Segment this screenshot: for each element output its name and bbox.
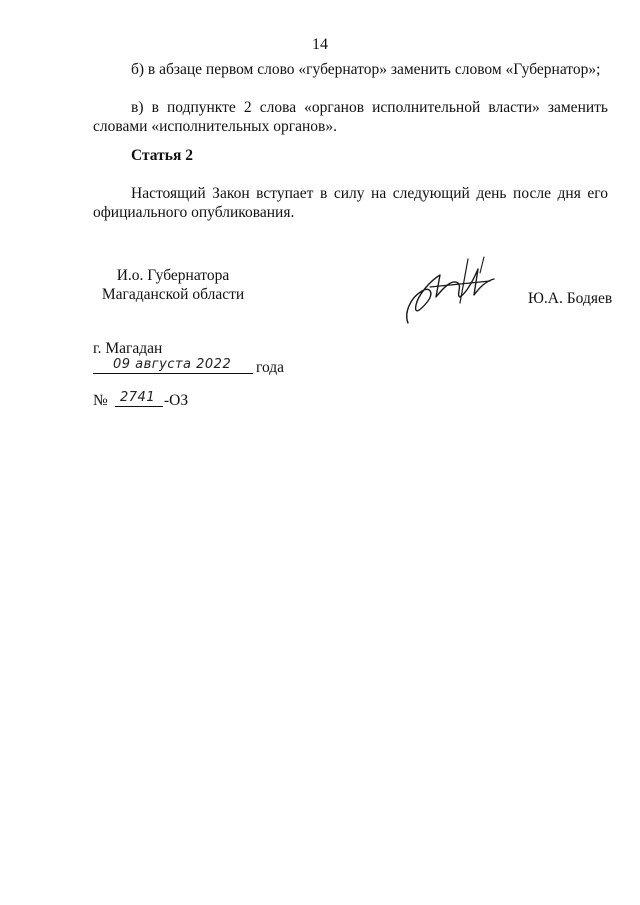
date-underline [93, 373, 253, 374]
city: г. Магадан [93, 340, 163, 357]
handwritten-date: 09 августа 2022 [113, 357, 232, 372]
page-number: 14 [312, 36, 328, 53]
handwritten-signature [400, 253, 500, 328]
date-suffix: года [256, 359, 285, 376]
paragraph-v: в) в подпункте 2 слова «органов исполнительной власти» заменить словами «исполнительных органов». [93, 99, 608, 135]
signatory-title-line2: Магаданской области [101, 286, 245, 303]
number-underline [115, 406, 163, 407]
signatory-title-line1: И.о. Губернатора [116, 267, 230, 284]
signer-name: Ю.А. Бодяев [528, 290, 613, 307]
number-sign: № [93, 392, 108, 409]
date-line [93, 357, 353, 379]
article-title: Статья 2 [131, 147, 193, 164]
handwritten-law-number: 2741 [120, 390, 156, 405]
paragraph-b: б) в абзаце первом слово «губернатор» заменить словом «Губернатор»; [131, 61, 601, 78]
article-text: Настоящий Закон вступает в силу на следующий день после дня его официального опубликования. [93, 185, 608, 221]
signatory-title [93, 266, 253, 304]
law-number-line [93, 390, 293, 412]
law-number-suffix: -ОЗ [164, 392, 189, 409]
